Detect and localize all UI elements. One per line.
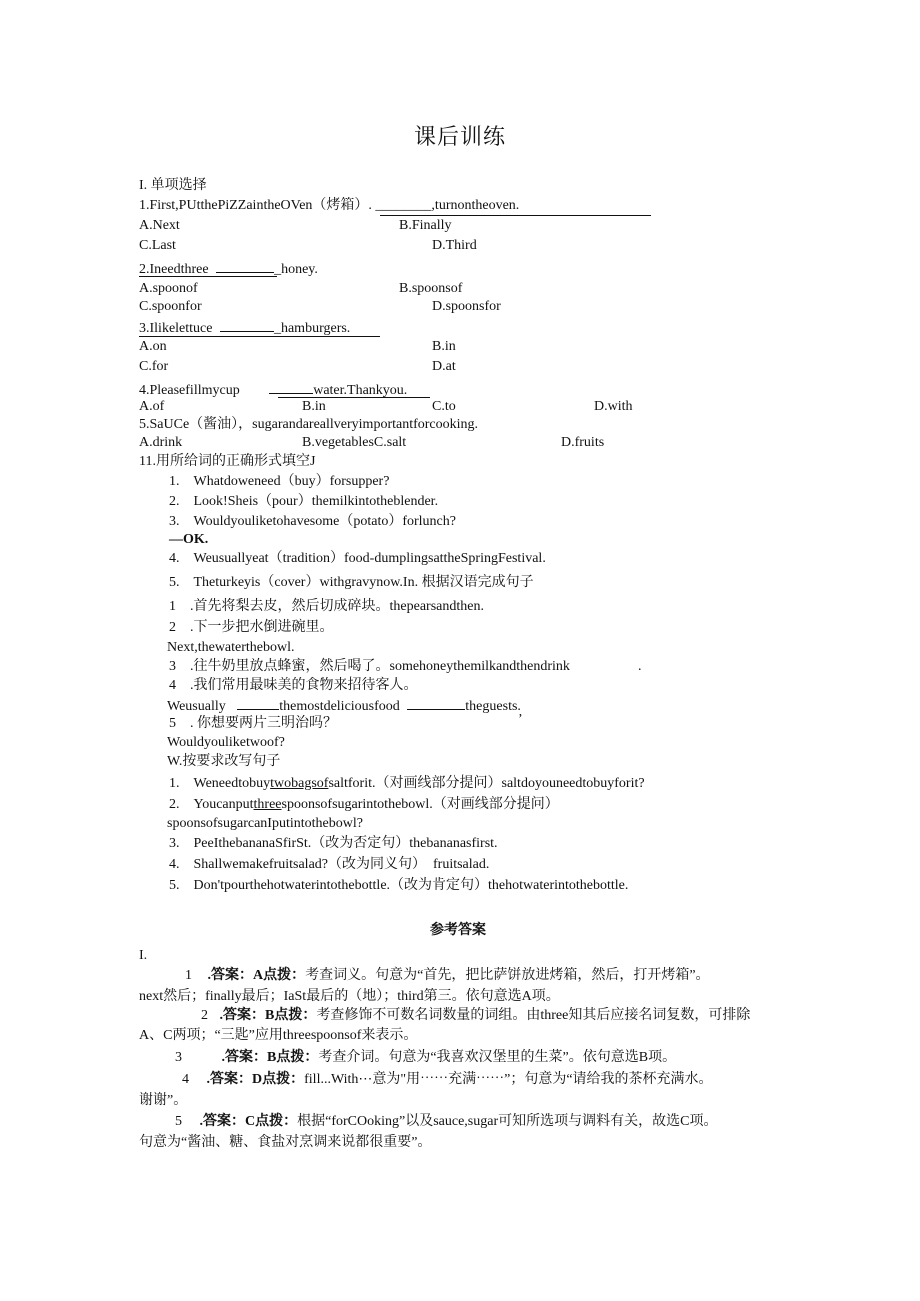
rewrite-item-2-start: 2. Youcanput (169, 797, 254, 812)
rewrite-item-5: 5. Don'tpourthehotwaterintothebottle.（改为肯定句）thehotwaterintothebottle. (169, 878, 629, 893)
answer-line (380, 215, 651, 216)
question-4-start: 4.Pleasefillmycup (139, 383, 240, 398)
rewrite-item-2-end: spoonsofsugarintothebowl.（对画线部分提问） (281, 797, 559, 812)
answer-line (278, 397, 430, 398)
answer-1 (185, 968, 710, 984)
section-1-heading: I. 单项选择 (139, 178, 207, 193)
option-d: D.at (432, 359, 456, 374)
section-4-heading: W.按要求改写句子 (167, 754, 281, 769)
question-2-end: _honey. (274, 262, 318, 277)
option-d: D.fruits (561, 435, 605, 450)
rewrite-item-1-start: 1. Weneedtobuy (169, 776, 271, 791)
answer-number: 5 (175, 1114, 182, 1129)
option-c: C.Last (139, 238, 176, 253)
fill-item-4: 4. Weusuallyeat（tradition）food-dumplingsattheSpringFestival. (169, 551, 546, 566)
question-4-end: water.Thankyou. (313, 383, 408, 398)
option-b: B.Finally (399, 218, 452, 233)
answer-blank (237, 697, 279, 710)
option-a: A.Next (139, 218, 180, 233)
translate-item-2: 2 .下一步把水倒进碗里。 (169, 620, 334, 635)
translate-item-4-part-3: theguests. (465, 699, 521, 714)
translate-item-5-english: Wouldyouliketwoof? (167, 735, 285, 750)
answer-number: 3 (175, 1050, 182, 1065)
translate-item-1: 1 .首先将梨去皮，然后切成碎块。thepearsandthen. (169, 599, 484, 614)
translate-item-4-part-2: themostdeliciousfood (279, 699, 400, 714)
answer-label: .答案：D点拨： (206, 1072, 305, 1087)
answer-label: .答案：A点拨： (207, 968, 306, 983)
translate-item-3: 3 .往牛奶里放点蜂蜜，然后喝了。somehoneythemilkandthendrink (169, 659, 570, 674)
rewrite-item-1 (169, 776, 645, 792)
answers-section-1-label: I. (139, 948, 148, 963)
option-a: A.spoonof (139, 281, 198, 296)
answer-4-continued: 谢谢”。 (139, 1093, 188, 1108)
fill-item-5: 5. Theturkeyis（cover）withgravynow.In. 根据汉语完成句子 (169, 575, 534, 590)
rewrite-item-4: 4. Shallwemakefruitsalad?（改为同义句） fruitsalad. (169, 857, 490, 872)
rewrite-item-2-answer-line: spoonsofsugarcanIputintothebowl? (167, 816, 363, 831)
option-d: D.spoonsfor (432, 299, 501, 314)
answer-line (139, 336, 380, 337)
question-3-start: 3.Ilikelettuce (139, 321, 213, 336)
answers-heading: 参考答案 (430, 923, 486, 938)
option-a: A.on (139, 339, 167, 354)
fill-item-1: 1. Whatdoweneed（buy）forsupper? (169, 474, 390, 489)
option-d: D.with (594, 399, 633, 414)
translate-item-4-english (167, 697, 521, 715)
fill-item-3: 3. Wouldyouliketohavesome（potato）forlunch? (169, 514, 456, 529)
answer-number: 4 (182, 1072, 189, 1087)
option-a: A.drink (139, 435, 183, 450)
translate-item-4-part-1: Weusually (167, 699, 226, 714)
question-3 (139, 319, 350, 337)
answer-4 (182, 1072, 713, 1088)
option-d: D.Third (432, 238, 477, 253)
question-3-end: _hamburgers. (273, 321, 351, 336)
page-title: 课后训练 (413, 124, 506, 149)
option-b: B.in (302, 399, 326, 414)
translate-item-2-english: Next,thewaterthebowl. (167, 640, 295, 655)
underlined-word: three (253, 797, 282, 812)
answer-3 (175, 1050, 676, 1066)
rewrite-item-1-end: saltforit.（对画线部分提问）saltdoyouneedtobuyforit? (328, 776, 645, 791)
underlined-phrase: twobagsof (270, 776, 329, 791)
question-5: 5.SaUCe（酱油），sugarandareallveryimportantforcooking. (139, 417, 479, 432)
option-b: B.spoonsof (399, 281, 463, 296)
answer-5 (175, 1114, 717, 1130)
translate-item-4: 4 .我们常用最味美的食物来招待客人。 (169, 678, 418, 693)
answer-1-continued: next然后；finally最后；IaSt最后的（地）；third第三。依句意选A项。 (139, 989, 560, 1004)
option-c: C.to (432, 399, 456, 414)
question-1: 1.First,PUtthePiZZaintheOVen（烤箱）. ________,turnontheoven. (139, 198, 520, 213)
answer-blank (216, 260, 274, 273)
answer-2-continued: A、C两项；“三匙”应用threespoonsof来表示。 (139, 1028, 418, 1043)
translate-item-5: 5 . 你想要两片三明治吗？ (169, 716, 337, 731)
section-2-heading: 11.用所给词的正确形式填空J (139, 454, 316, 469)
answer-blank (407, 697, 465, 710)
answer-number: 1 (185, 968, 192, 983)
rewrite-item-2 (169, 797, 559, 813)
answer-blank (269, 381, 313, 394)
option-a: A.of (139, 399, 165, 414)
fill-item-2: 2. Look!Sheis（pour）themilkintotheblender. (169, 494, 439, 509)
answer-text: 考查词义。句意为“首先，把比萨饼放进烤箱，然后，打开烤箱”。 (305, 968, 710, 983)
option-b: B.in (432, 339, 456, 354)
answer-blank (220, 319, 274, 332)
option-b-c: B.vegetablesC.salt (302, 435, 407, 450)
answer-text: 根据“forCOoking”以及sauce,sugar可知所选项与调料有关，故选C项。 (297, 1114, 718, 1129)
answer-number: 2 (201, 1008, 208, 1023)
option-c: C.spoonfor (139, 299, 202, 314)
answer-label: .答案：B点拨： (219, 1008, 317, 1023)
answer-5-continued: 句意为“酱油、糖、食盐对烹调来说都很重要”。 (139, 1135, 432, 1150)
answer-line (139, 276, 277, 277)
answer-text: 考查介词。句意为“我喜欢汉堡里的生菜”。依句意选B项。 (318, 1050, 677, 1065)
answer-text: fill...With⋯意为"用⋯⋯充满⋯⋯”；句意为“请给我的茶杯充满水。 (304, 1072, 713, 1087)
answer-text: 考查修饰不可数名词数量的词组。由three知其后应接名词复数，可排除 (316, 1008, 751, 1023)
answer-label: .答案：C点拨： (199, 1114, 298, 1129)
answer-2 (201, 1008, 750, 1024)
fill-item-3-reply: —OK. (169, 532, 209, 547)
answer-label: .答案：B点拨： (221, 1050, 319, 1065)
question-2-start: 2.Ineedthree (139, 262, 209, 277)
option-c: C.for (139, 359, 169, 374)
translate-item-3-period: . (638, 659, 642, 674)
rewrite-item-3: 3. PeeIthebananaSfirSt.（改为否定句）thebananasfirst. (169, 836, 498, 851)
translate-item-5-mark: ’ (518, 712, 523, 727)
